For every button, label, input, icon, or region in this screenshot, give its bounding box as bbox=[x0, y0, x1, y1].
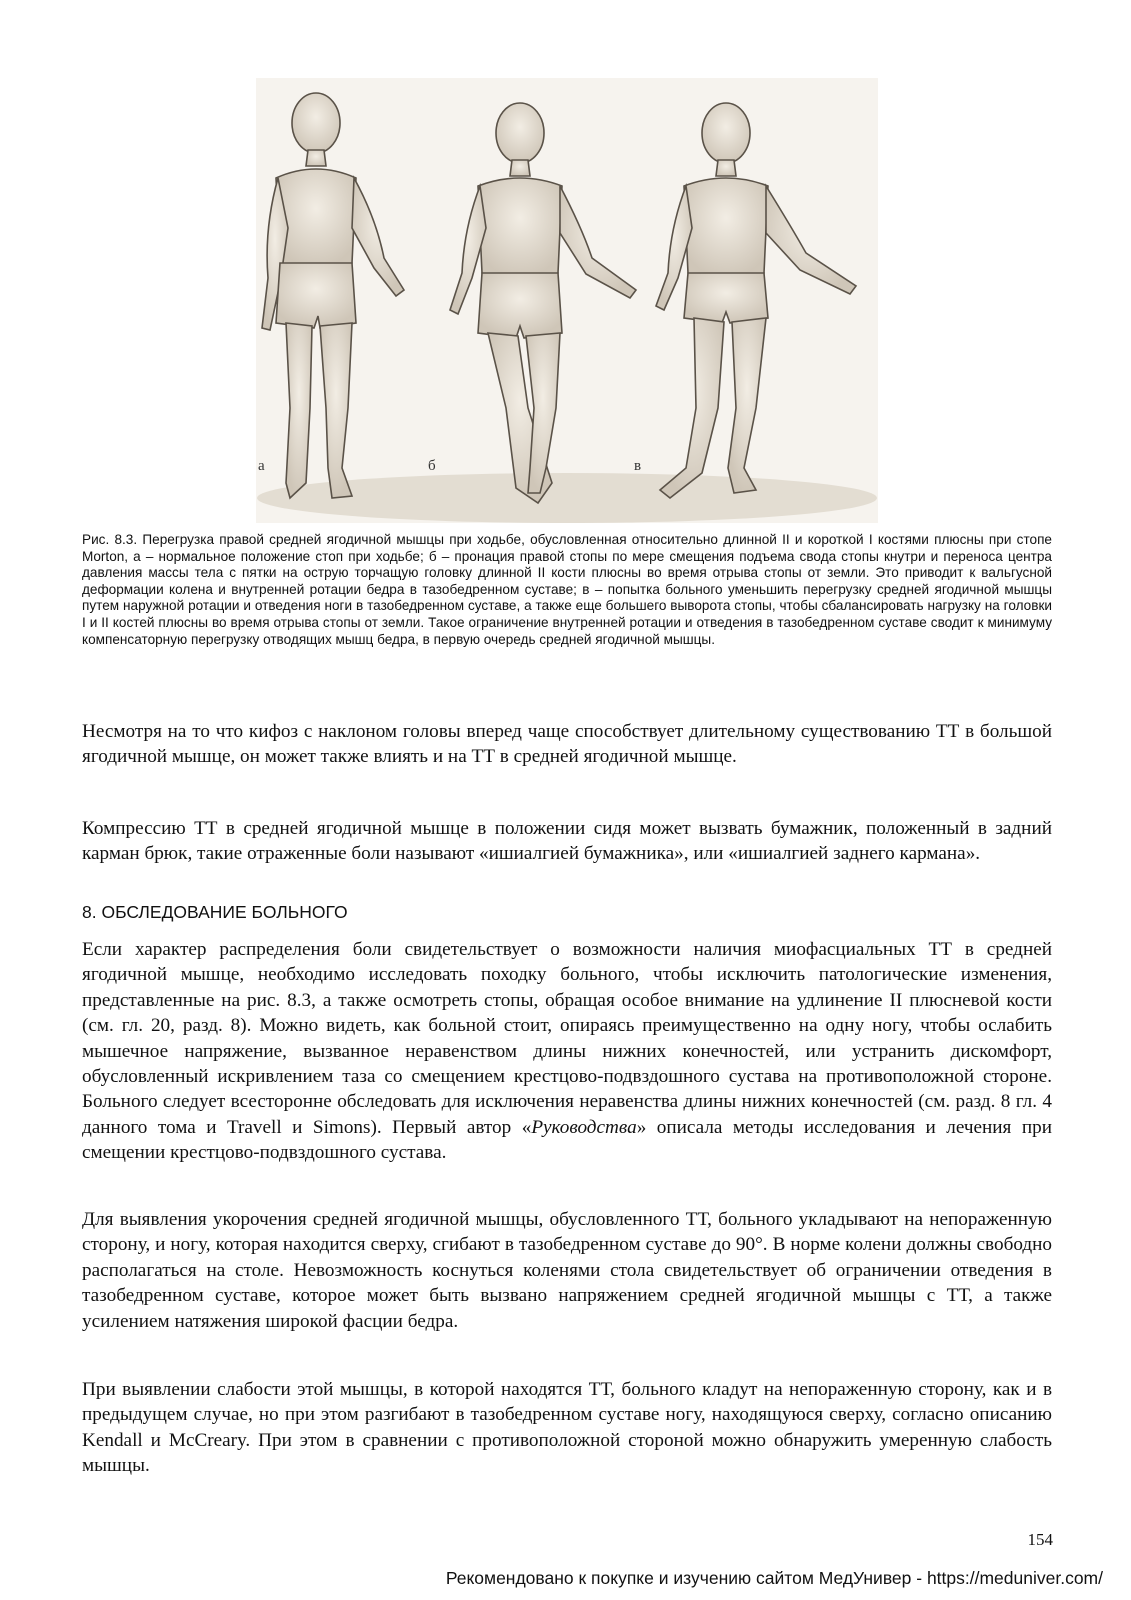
footer-recommendation: Рекомендовано к покупке и изучению сайтом МедУнивер - https://meduniver.com/ bbox=[445, 1568, 1103, 1588]
page-number: 154 bbox=[1027, 1530, 1053, 1549]
paragraph-3-italic: Руководства bbox=[531, 1116, 637, 1138]
paragraph-3 bbox=[82, 937, 1052, 1166]
paragraph-3-part-1: Если характер распределения боли свидетельствует о возможности наличия миофасциальных ТТ в средней ягодичной мышце, необходимо исследовать походку больного, чтобы исключить патологические изменения, представленные на рис. 8.3, а также осмотреть стопы, обращая особое внимание на удлинение II плюсневой кости (см. гл. 20, разд. 8). Можно видеть, как больной стоит, опираясь преимущественно на одну ногу, чтобы ослабить мышечное напряжение, вызванное неравенством длины нижних конечностей, или устранить дискомфорт, обусловленный искривлением таза со смещением крестцово-подвздошного сустава на противоположной стороне. Больного следует всесторонне обследовать для исключения неравенства длины нижних конечностей (см. разд. 8 гл. 4 данного тома и Travell и Simons). Первый автор « bbox=[82, 939, 1052, 1138]
paragraph-1: Несмотря на то что кифоз с наклоном головы вперед чаще способствует длительному существованию ТТ в большой ягодичной мышце, он может также влиять и на ТТ в средней ягодичной мышце. bbox=[82, 721, 1052, 768]
figure-walking-men bbox=[256, 78, 878, 523]
figure-caption: Рис. 8.3. Перегрузка правой средней ягодичной мышцы при ходьбе, обусловленная относительно длинной II и короткой I костями плюсны при стопе Morton, а – нормальное положение стоп при ходьбе; б – пронация правой стопы по мере смещения подъема свода стопы кнутри и переноса центра давления массы тела с пятки на острую торчащую головку длинной II кости плюсны во время отрыва стопы от земли. Это приводит к вальгусной деформации колена и внутренней ротации бедра в тазобедренном суставе; в – попытка больного уменьшить перегрузку средней ягодичной мышцы путем наружной ротации и отведения ноги в тазобедренном суставе, а также еще большего выворота стопы, чтобы сбалансировать нагрузку на головки I и II костей плюсны во время отрыва стопы от земли. Такое ограничение внутренней ротации и отведения в тазобедренном суставе сводит к минимуму компенсаторную перегрузку отводящих мышц бедра, в первую очередь средней ягодичной мышцы. bbox=[82, 532, 1052, 647]
figure-label-c: в bbox=[634, 458, 642, 474]
paragraph-2: Компрессию ТТ в средней ягодичной мышце в положении сидя может вызвать бумажник, положенный в задний карман брюк, такие отраженные боли называют «ишиалгией бумажника», или «ишиалгией заднего кармана». bbox=[82, 818, 1052, 865]
section-heading: 8. ОБСЛЕДОВАНИЕ БОЛЬНОГО bbox=[82, 902, 348, 922]
figure-label-a: а bbox=[258, 458, 265, 474]
figure-label-b: б bbox=[428, 458, 436, 474]
paragraph-4: Для выявления укорочения средней ягодичной мышцы, обусловленного ТТ, больного укладывают на непораженную сторону, и ногу, которая находится сверху, сгибают в тазобедренном суставе до 90°. В норме колени должны свободно располагаться на столе. Невозможность коснуться коленями стола свидетельствует об ограничении отведения в тазобедренном суставе, которое может быть вызвано напряжением средней ягодичной мышцы с ТТ, а также усилением натяжения широкой фасции бедра. bbox=[82, 1209, 1052, 1332]
paragraph-5: При выявлении слабости этой мышцы, в которой находятся ТТ, больного кладут на непораженную сторону, как и в предыдущем случае, но при этом разгибают в тазобедренном суставе ногу, находящуюся сверху, согласно описанию Kendall и McCreary. При этом в сравнении с противоположной стороной можно обнаружить умеренную слабость мышцы. bbox=[82, 1379, 1052, 1477]
paragraph-3-part-2: » описала методы исследования и лечения при смещении крестцово-подвздошного сустава. bbox=[82, 1116, 1052, 1164]
